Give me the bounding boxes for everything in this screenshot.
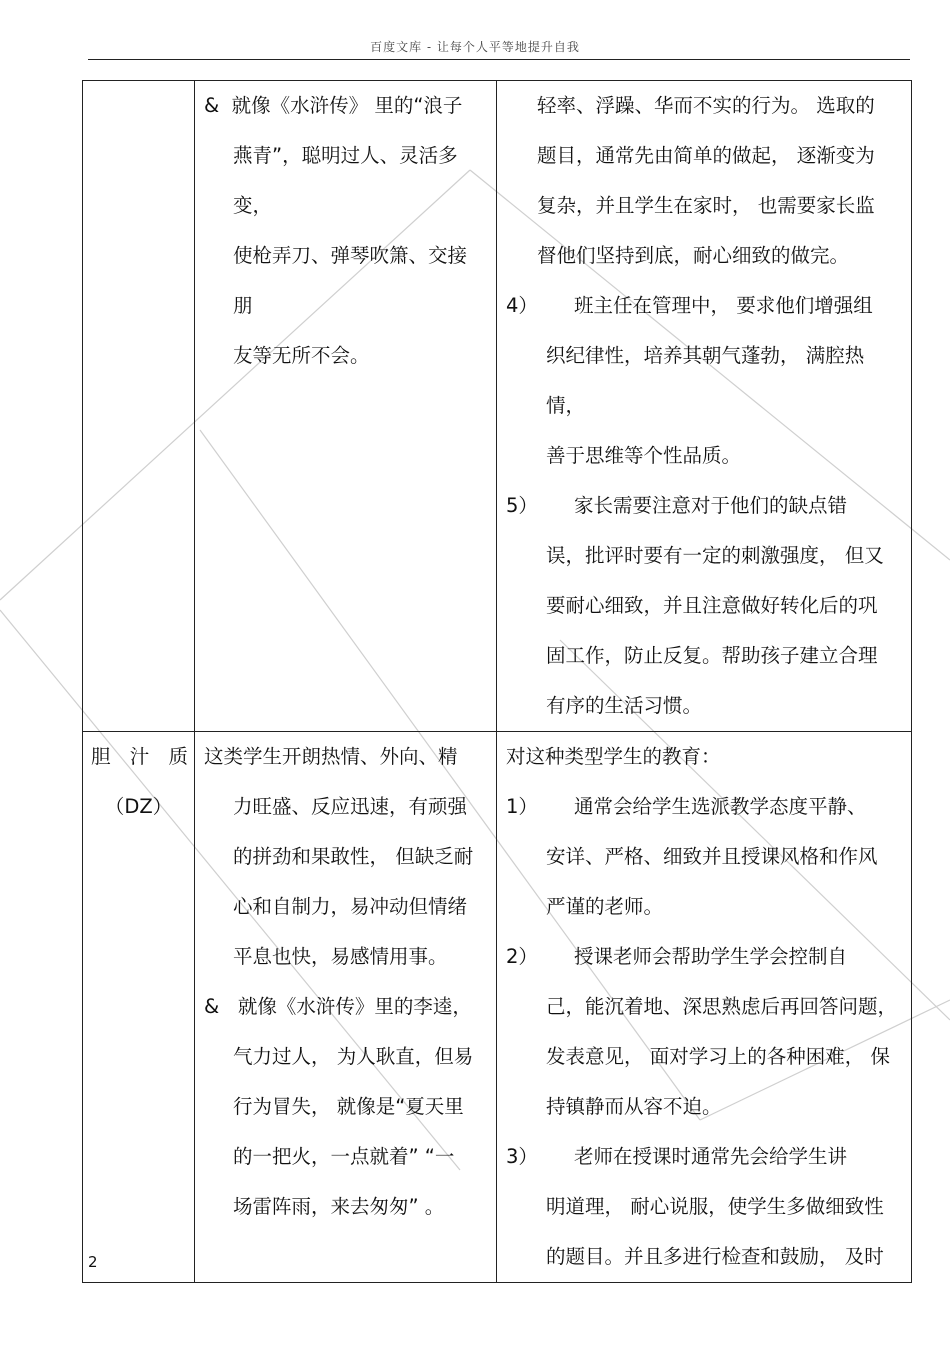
list-item: 3） 老师在授课时通常先会给学生讲 明道理， 耐心说服，使学生多做细致性 的题目。并且多进行检查和鼓励， 及时 [506,1132,903,1282]
table-row [83,81,912,732]
type-cell [83,81,195,732]
list-item: 5） 家长需要注意对于他们的缺点错 误，批评时要有一定的刺激强度， 但又 要耐心细致，并且注意做好转化后的巩 固工作，防止反复。帮助孩子建立合理 有序的生活习惯。 [506,481,903,731]
description-paragraph: & 就像《水浒传》 里的“浪子 燕青”，聪明过人、灵活多变， 使枪弄刀、弹琴吹箫、交接朋 友等无所不会。 [204,94,468,367]
description-paragraph: & 就像《水浒传》里的李逵， 气力过人， 为人耿直，但易 行为冒失， 就像是“夏天里 的一把火，一点就着” “一 场雷阵雨，来去匆匆” 。 [204,995,474,1218]
item-number: 4） [506,294,538,317]
header-rule [88,59,910,60]
temperament-table [82,80,912,1283]
ampersand-marker: & [204,94,220,117]
education-cell [497,81,912,732]
education-cell [497,732,912,1283]
item-number: 1） [506,795,538,818]
item-number: 5） [506,494,538,517]
list-item: 1） 通常会给学生选派教学态度平静、 安详、严格、细致并且授课风格和作风 严谨的老师。 [506,782,903,932]
education-intro: 对这种类型学生的教育： [506,745,721,768]
item-number: 3） [506,1145,538,1168]
description-cell [195,81,497,732]
page-header: 百度文库 - 让每个人平等地提升自我 [370,40,580,54]
ampersand-marker: & [204,995,220,1018]
description-cell [195,732,497,1283]
type-cell [83,732,195,1283]
table-row [83,732,912,1283]
item-number: 2） [506,945,538,968]
page-number: 2 [88,1253,98,1271]
list-item: 2） 授课老师会帮助学生学会控制自 己，能沉着地、深思熟虑后再回答问题， 发表意见， 面对学习上的各种困难， 保 持镇静而从容不迫。 [506,932,903,1132]
description-paragraph: 这类学生开朗热情、外向、精 力旺盛、反应迅速，有顽强 的拼劲和果敢性， 但缺乏耐 心和自制力，易冲动但情绪 平息也快，易感情用事。 [204,745,474,968]
type-label: 胆汁质 [91,745,188,768]
type-code: （DZ） [104,795,173,818]
list-item: 4） 班主任在管理中， 要求他们增强组 织纪律性，培养其朝气蓬勃， 满腔热情， 善于思维等个性品质。 [506,281,903,481]
education-continuation: 轻率、浮躁、华而不实的行为。 选取的 题目，通常先由简单的做起， 逐渐变为 复杂，并且学生在家时， 也需要家长监 督他们坚持到底，耐心细致的做完。 [537,94,875,267]
